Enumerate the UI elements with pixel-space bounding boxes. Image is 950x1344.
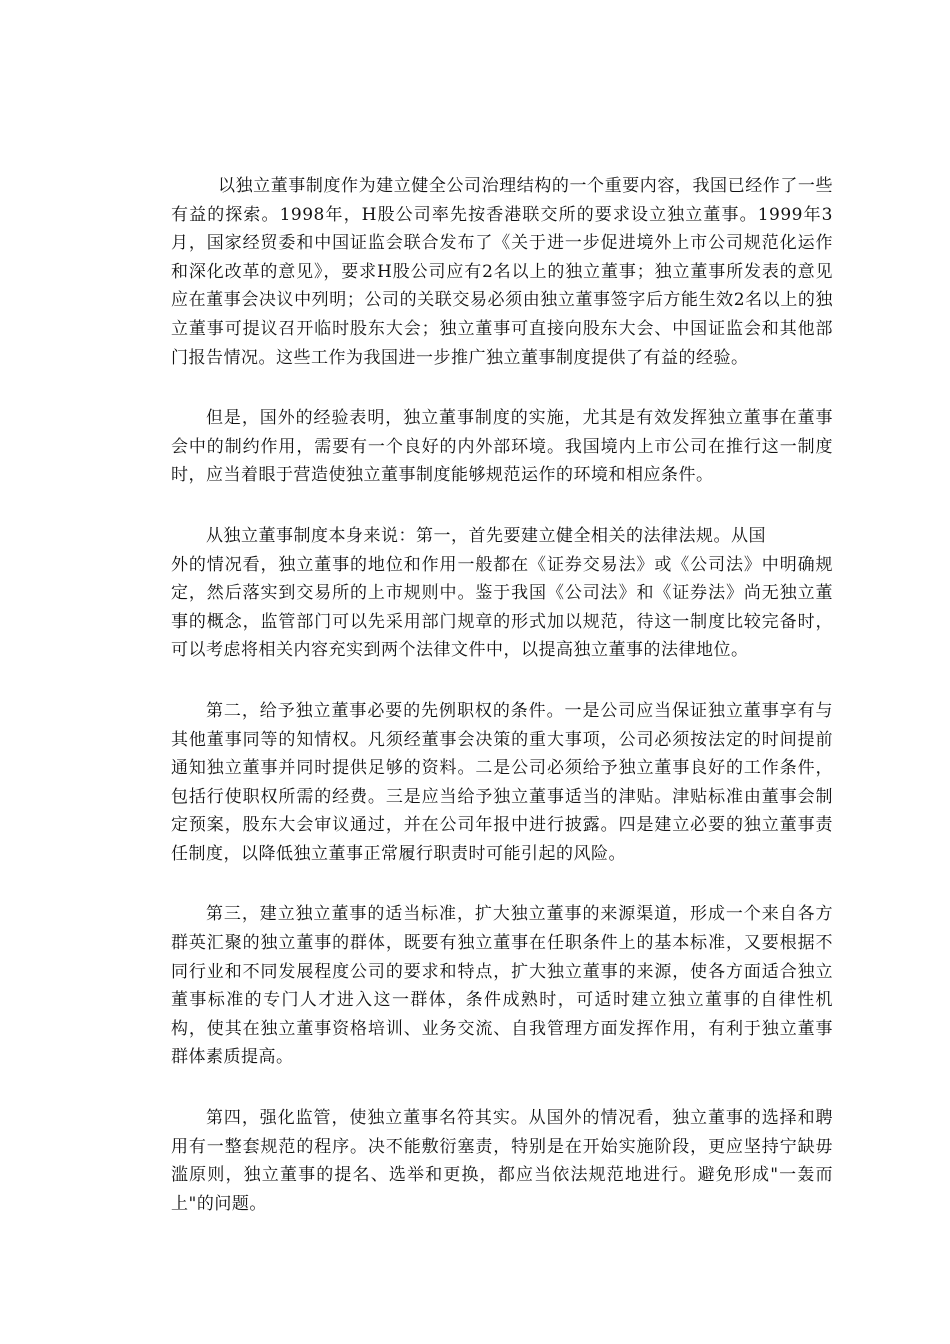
paragraph-3-continued: 外的情况看，独立董事的地位和作用一般都在《证券交易法》或《公司法》中明确规定，然后落实到交易所的上市规则中。鉴于我国《公司法》和《证券法》尚无独立董事的概念，监管部门可以先采用部门规章的形式加以规范，待这一制度比较完备时，可以考虑将相关内容充实到两个法律文件中，以提高独立董事的法律地位。	[171, 554, 833, 661]
paragraph-6: 第四，强化监管，使独立董事名符其实。从国外的情况看，独立董事的选择和聘用有一整套规范的程序。决不能敷衍塞责，特别是在开始实施阶段，更应坚持宁缺毋滥原则，独立董事的提名、选举和更换，都应当依法规范地进行。避免形成"一轰而上"的问题。	[171, 1108, 833, 1214]
paragraph-5: 第三，建立独立董事的适当标准，扩大独立董事的来源渠道，形成一个来自各方群英汇聚的独立董事的群体，既要有独立董事在任职条件上的基本标准，又要根据不同行业和不同发展程度公司的要求和特点，扩大独立董事的来源，使各方面适合独立董事标准的专门人才进入这一群体，条件成熟时，可适时建立独立董事的自律性机构，使其在独立董事资格培训、业务交流、自我管理方面发挥作用，有利于独立董事群体素质提高。	[171, 904, 833, 1068]
document-body	[171, 172, 833, 1250]
paragraph-1: 以独立董事制度作为建立健全公司治理结构的一个重要内容，我国已经作了一些有益的探索。1998年，H股公司率先按香港联交所的要求设立独立董事。1999年3月，国家经贸委和中国证监会联合发布了《关于进一步促进境外上市公司规范化运作和深化改革的意见》，要求H股公司应有2名以上的独立董事；独立董事所发表的意见应在董事会决议中列明；公司的关联交易必须由独立董事签字后方能生效2名以上的独立董事可提议召开临时股东大会；独立董事可直接向股东大会、中国证监会和其他部门报告情况。这些工作为我国进一步推广独立董事制度提供了有益的经验。	[171, 176, 833, 368]
paragraph-2: 但是，国外的经验表明，独立董事制度的实施，尤其是有效发挥独立董事在董事会中的制约作用，需要有一个良好的内外部环境。我国境内上市公司在推行这一制度时，应当着眼于营造使独立董事制度能够规范运作的环境和相应条件。	[171, 408, 833, 486]
paragraph-4: 第二，给予独立董事必要的先例职权的条件。一是公司应当保证独立董事享有与其他董事同等的知情权。凡须经董事会决策的重大事项，公司必须按法定的时间提前通知独立董事并同时提供足够的资料。二是公司必须给予独立董事良好的工作条件，包括行使职权所需的经费。三是应当给予独立董事适当的津贴。津贴标准由董事会制定预案，股东大会审议通过，并在公司年报中进行披露。四是建立必要的独立董事责任制度，以降低独立董事正常履行职责时可能引起的风险。	[171, 700, 833, 864]
paragraph-3-first-line: 从独立董事制度本身来说：第一，首先要建立健全相关的法律法规。从国	[206, 525, 766, 546]
